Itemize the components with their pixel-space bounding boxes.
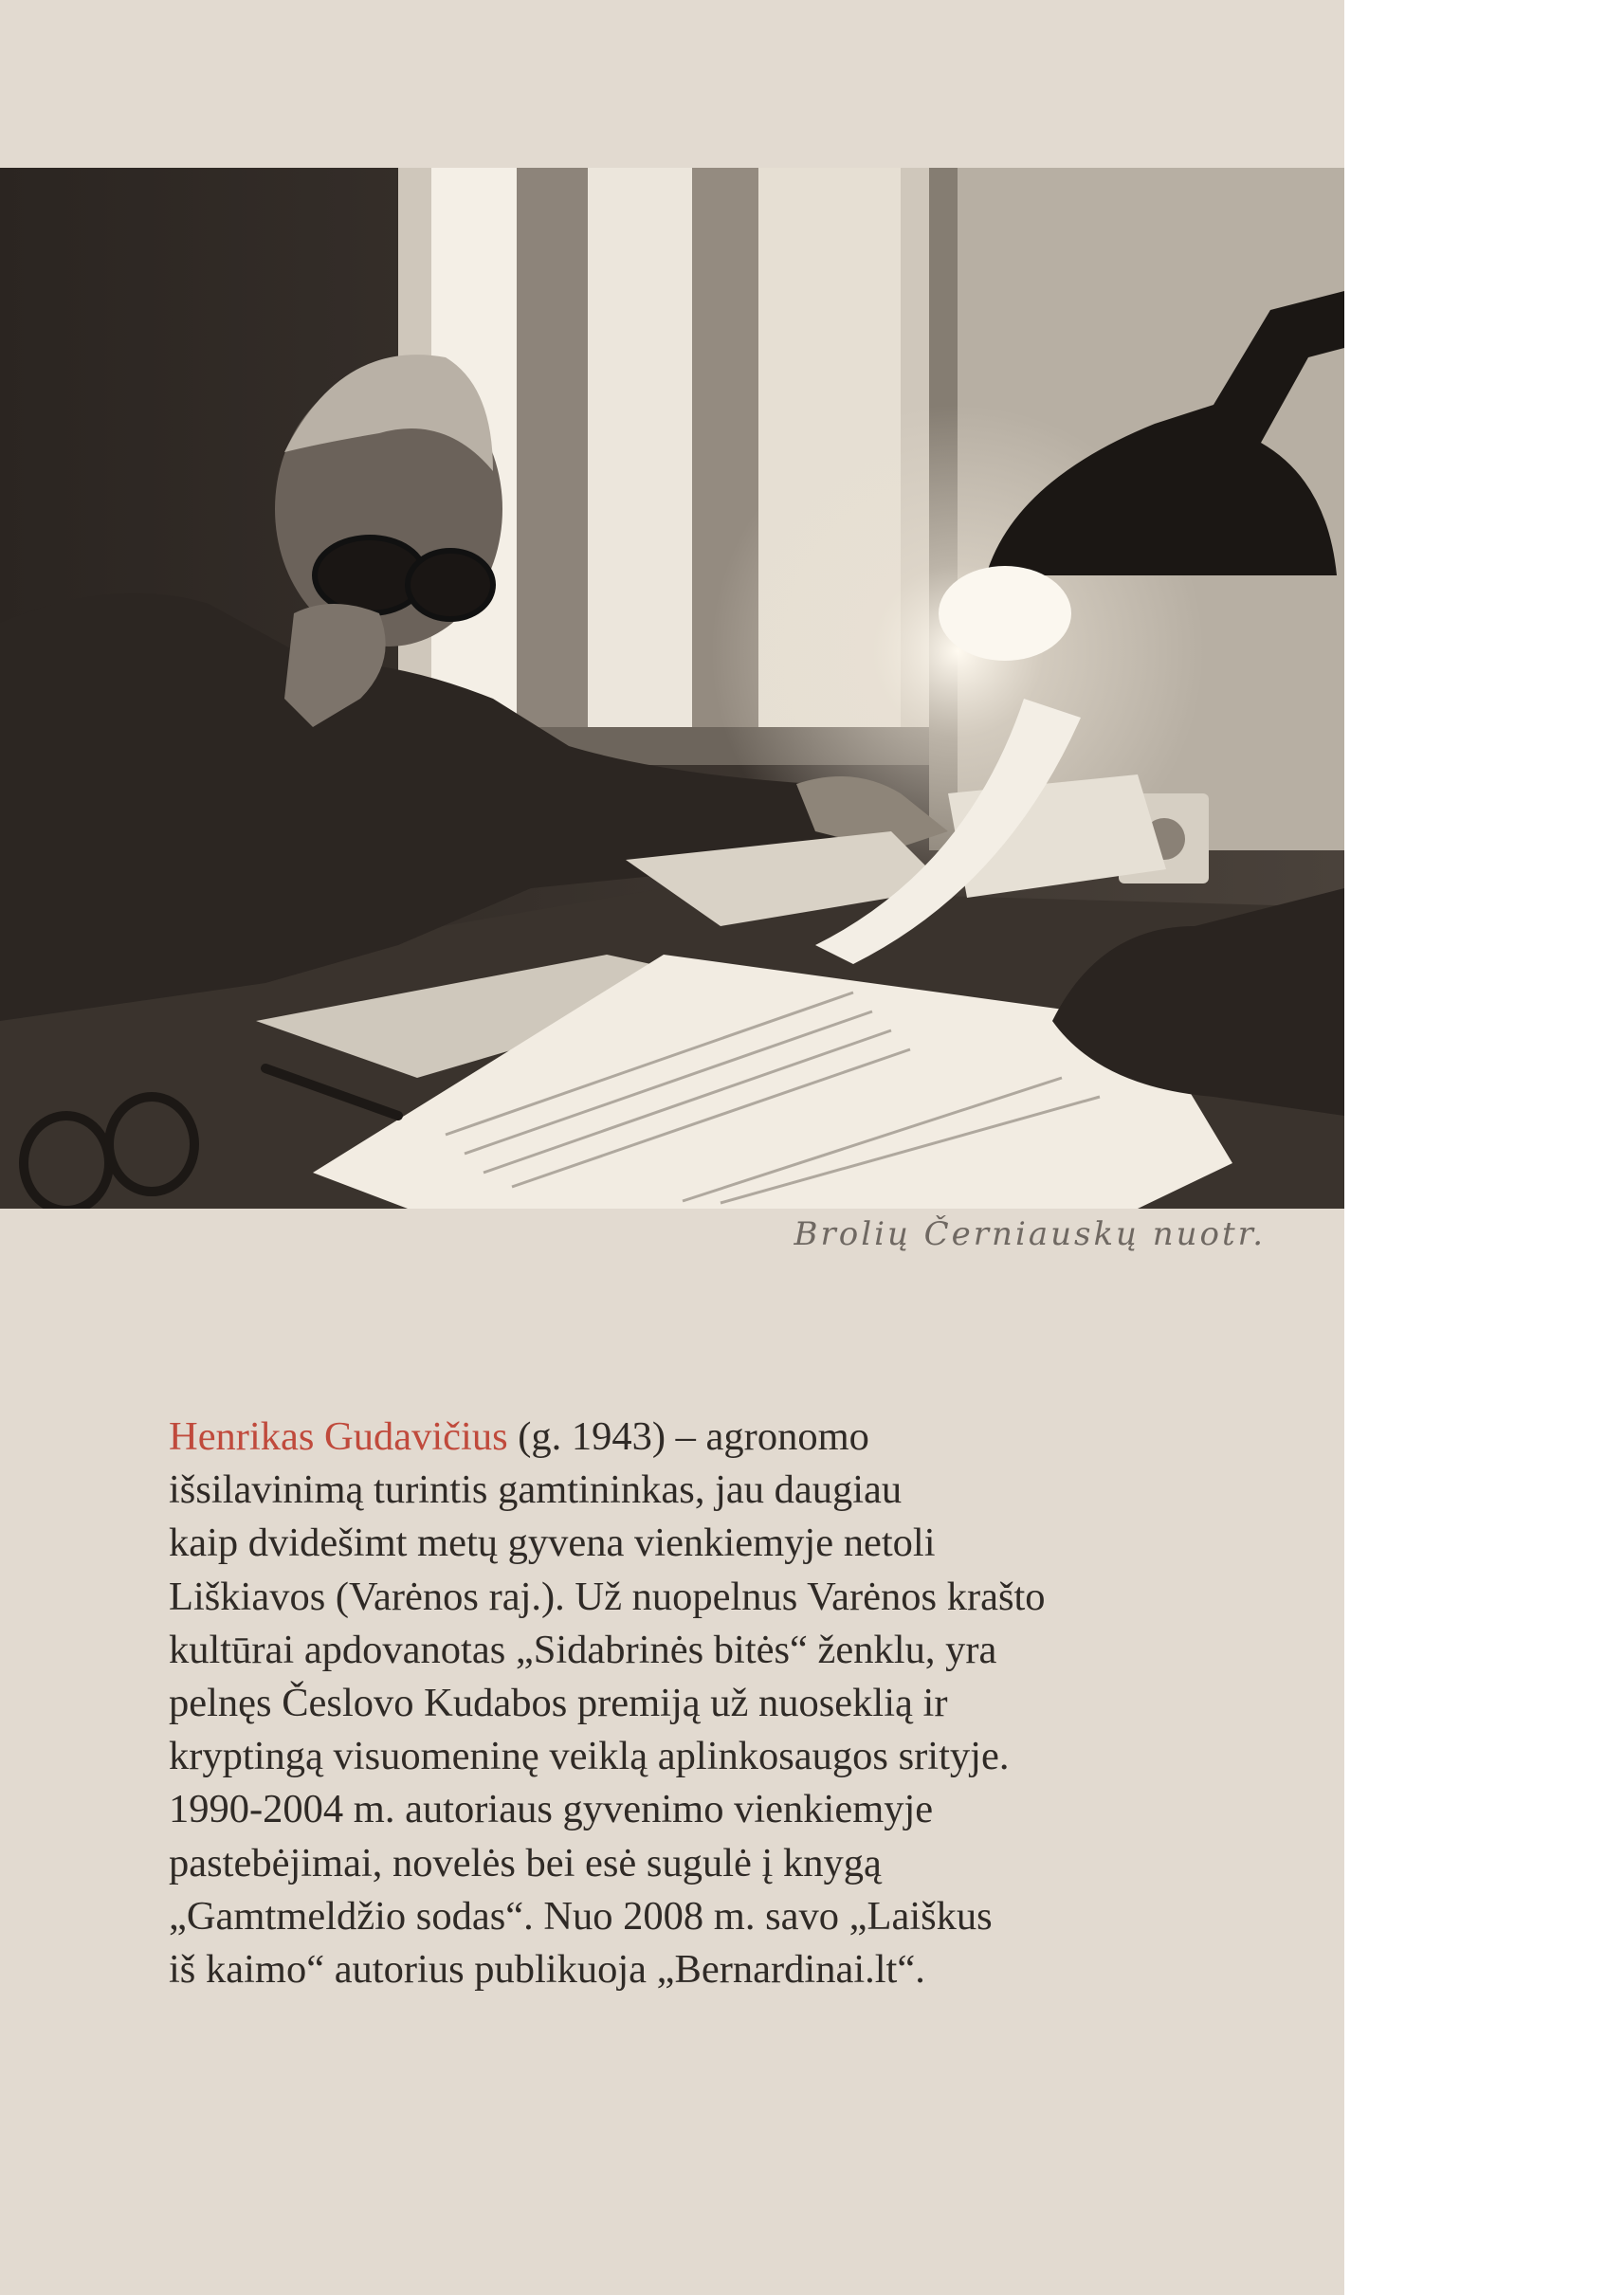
bio-line: 1990-2004 m. autoriaus gyvenimo vienkiemyje (169, 1787, 934, 1832)
bio-line: iš kaimo“ autorius publikuoja „Bernardinai.lt“. (169, 1947, 925, 1993)
bio-line-1-rest: (g. 1943) – agronomo (507, 1414, 869, 1459)
bio-line (169, 1411, 1164, 1464)
bio-line: pastebėjimai, novelės bei esė sugulė į knygą (169, 1840, 882, 1885)
bio-line: kaip dvidešimt metų gyvena vienkiemyje netoli (169, 1521, 936, 1566)
author-name: Henrikas Gudavičius (169, 1414, 508, 1459)
bio-line: kryptingą visuomeninę veiklą aplinkosaugos srityje. (169, 1734, 1010, 1779)
bio-line: pelnęs Česlovo Kudabos premiją už nuoseklią ir (169, 1681, 948, 1726)
bio-line: kultūrai apdovanotas „Sidabrinės bitės“ ženklu, yra (169, 1627, 997, 1672)
photo-credit: Brolių Černiauskų nuotr. (794, 1215, 1266, 1253)
bio-line: Liškiavos (Varėnos raj.). Už nuopelnus Varėnos krašto (169, 1574, 1046, 1619)
page-margin (1344, 0, 1624, 2295)
bio-line: išsilavinimą turintis gamtininkas, jau daugiau (169, 1467, 903, 1513)
bio-line: „Gamtmeldžio sodas“. Nuo 2008 m. savo „Laiškus (169, 1893, 993, 1939)
author-biography (169, 1411, 1164, 1996)
author-photo (0, 168, 1344, 1209)
